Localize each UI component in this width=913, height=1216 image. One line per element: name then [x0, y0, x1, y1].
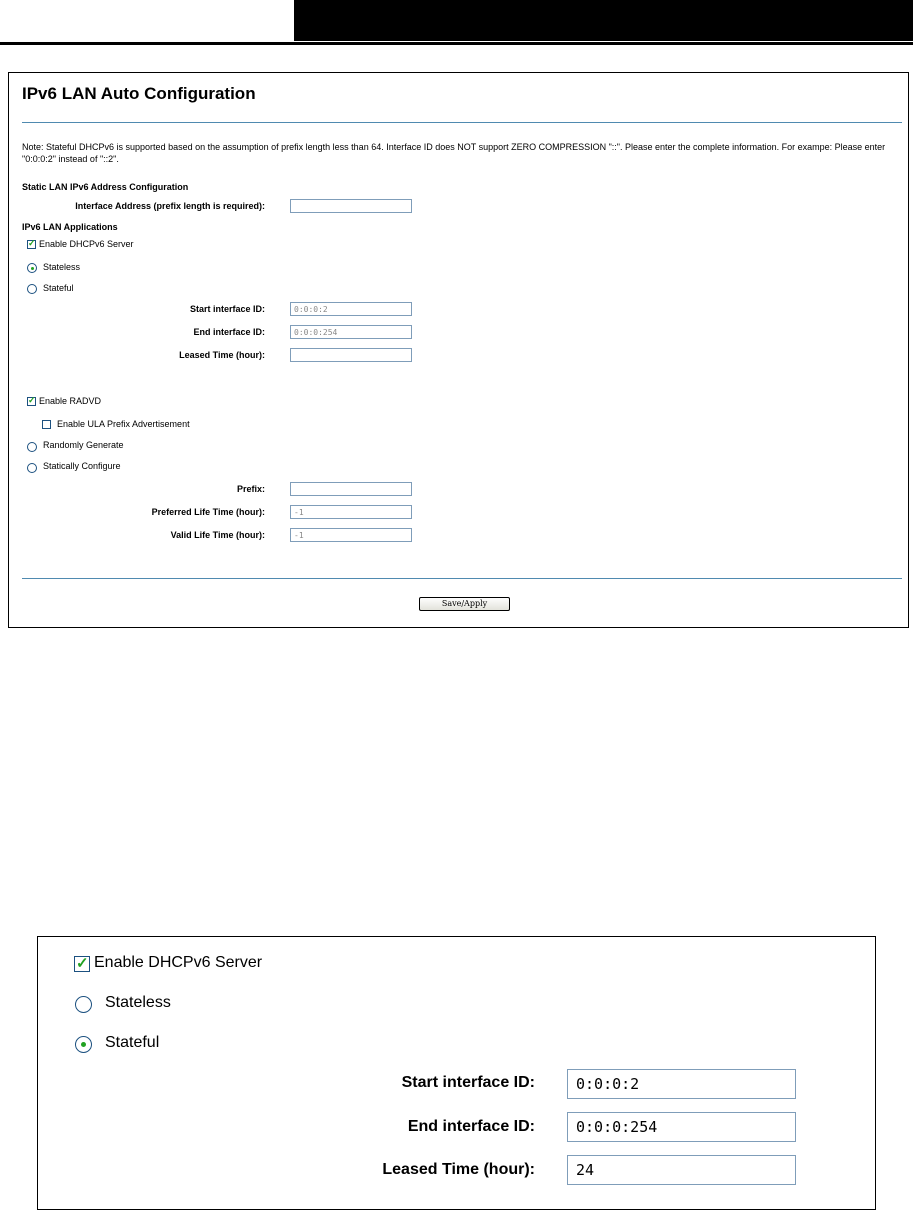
save-apply-button[interactable]: Save/Apply [419, 597, 510, 611]
start-id-label: Start interface ID: [189, 304, 265, 314]
start-id-input[interactable] [567, 1069, 796, 1099]
end-id-label: End interface ID: [407, 1118, 535, 1135]
prefix-label: Prefix: [236, 484, 265, 494]
static-section-heading: Static LAN IPv6 Address Configuration [22, 182, 189, 192]
statically-configure-label: Statically Configure [43, 461, 121, 471]
stateful-label: Stateful [105, 1034, 160, 1051]
checkbox-icon[interactable] [27, 397, 36, 406]
enable-dhcpv6-label: Enable DHCPv6 Server [39, 239, 134, 249]
checkbox-icon[interactable] [74, 956, 90, 972]
title-divider [22, 122, 902, 123]
leased-time-label: Leased Time (hour): [179, 350, 265, 360]
interface-address-input[interactable] [290, 199, 412, 213]
enable-dhcpv6-label: Enable DHCPv6 Server [94, 954, 263, 971]
radio-icon[interactable] [27, 284, 37, 294]
preferred-life-label: Preferred Life Time (hour): [151, 507, 265, 517]
ipv6-lan-config-panel [8, 72, 909, 628]
leased-time-input[interactable] [290, 348, 412, 362]
radio-icon[interactable] [75, 1036, 92, 1053]
radio-icon[interactable] [27, 442, 37, 452]
randomly-generate-label: Randomly Generate [43, 440, 124, 450]
dhcpv6-detail-panel [37, 936, 876, 1210]
checkbox-icon[interactable] [42, 420, 51, 429]
note-text: Note: Stateful DHCPv6 is supported based on the assumption of prefix length less than 64. Interface ID does NOT support ZERO COMPRESSION "::". Please enter the complete information. For exampe: Please enter "0:0:0:2" instead of "::2". [22, 142, 886, 164]
preferred-life-input[interactable] [290, 505, 412, 519]
header-rule [0, 42, 913, 45]
end-id-input[interactable] [567, 1112, 796, 1142]
interface-address-label: Interface Address (prefix length is required): [75, 201, 265, 211]
radio-icon[interactable] [27, 463, 37, 473]
apps-section-heading: IPv6 LAN Applications [22, 222, 118, 232]
valid-life-label: Valid Life Time (hour): [170, 530, 265, 540]
end-id-label: End interface ID: [193, 327, 265, 337]
ula-prefix-label: Enable ULA Prefix Advertisement [57, 419, 190, 429]
start-id-input[interactable] [290, 302, 412, 316]
checkbox-icon[interactable] [27, 240, 36, 249]
leased-time-input[interactable] [567, 1155, 796, 1185]
enable-radvd-label: Enable RADVD [39, 396, 102, 406]
stateless-label: Stateless [43, 262, 81, 272]
header-black-bar [294, 0, 913, 41]
stateless-label: Stateless [105, 994, 171, 1011]
leased-time-label: Leased Time (hour): [382, 1161, 535, 1178]
end-id-input[interactable] [290, 325, 412, 339]
radio-icon[interactable] [27, 263, 37, 273]
footer-divider [22, 578, 902, 579]
radio-icon[interactable] [75, 996, 92, 1013]
page-title: IPv6 LAN Auto Configuration [22, 84, 256, 103]
start-id-label: Start interface ID: [401, 1074, 535, 1091]
valid-life-input[interactable] [290, 528, 412, 542]
stateful-label: Stateful [43, 283, 74, 293]
prefix-input[interactable] [290, 482, 412, 496]
